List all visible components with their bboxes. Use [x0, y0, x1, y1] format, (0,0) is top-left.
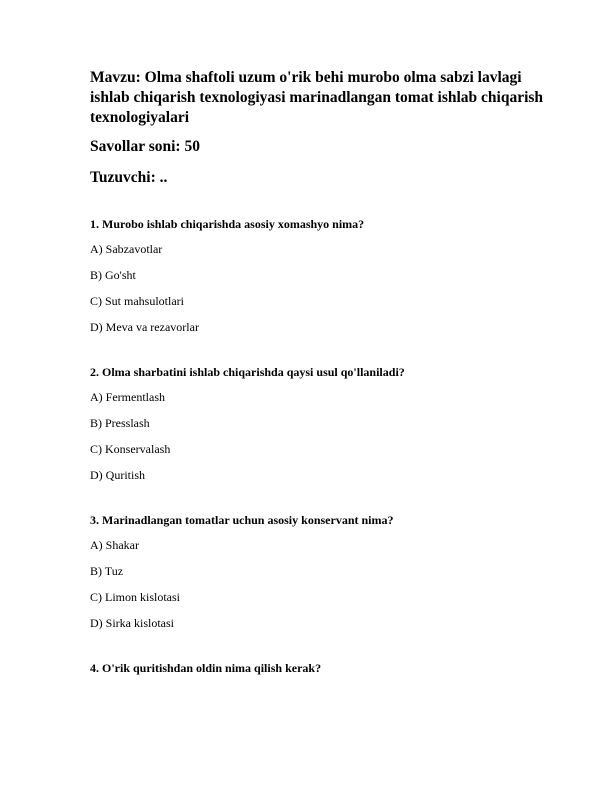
- author-line: Tuzuvchi: ..: [90, 169, 168, 186]
- answer-option: D) Meva va rezavorlar: [90, 320, 199, 334]
- question-block: [90, 661, 552, 676]
- question-count: Savollar soni: 50: [90, 138, 200, 155]
- question-list: [90, 217, 552, 676]
- answer-option: A) Fermentlash: [90, 390, 165, 404]
- question-text: 2. Olma sharbatini ishlab chiqarishda qaysi usul qo'llaniladi?: [90, 365, 405, 379]
- answer-option: D) Sirka kislotasi: [90, 616, 174, 630]
- question-text: 3. Marinadlangan tomatlar uchun asosiy konservant nima?: [90, 513, 394, 527]
- answer-option: B) Tuz: [90, 564, 124, 578]
- question-block: [90, 365, 552, 483]
- answer-option: A) Sabzavotlar: [90, 242, 163, 256]
- answer-option: D) Quritish: [90, 468, 145, 482]
- answer-option: C) Konservalash: [90, 442, 171, 456]
- document-title: Mavzu: Olma shaftoli uzum o'rik behi murobo olma sabzi lavlagi ishlab chiqarish texnologiyasi marinadlangan tomat ishlab chiqarish texnologiyalari: [90, 69, 544, 126]
- question-block: [90, 513, 552, 631]
- answer-option: C) Sut mahsulotlari: [90, 294, 184, 308]
- question-text: 4. O'rik quritishdan oldin nima qilish kerak?: [90, 661, 322, 675]
- answer-option: C) Limon kislotasi: [90, 590, 180, 604]
- answer-option: B) Go'sht: [90, 268, 136, 282]
- answer-option: B) Presslash: [90, 416, 150, 430]
- question-block: [90, 217, 552, 335]
- answer-option: A) Shakar: [90, 538, 139, 552]
- question-text: 1. Murobo ishlab chiqarishda asosiy xomashyo nima?: [90, 217, 365, 231]
